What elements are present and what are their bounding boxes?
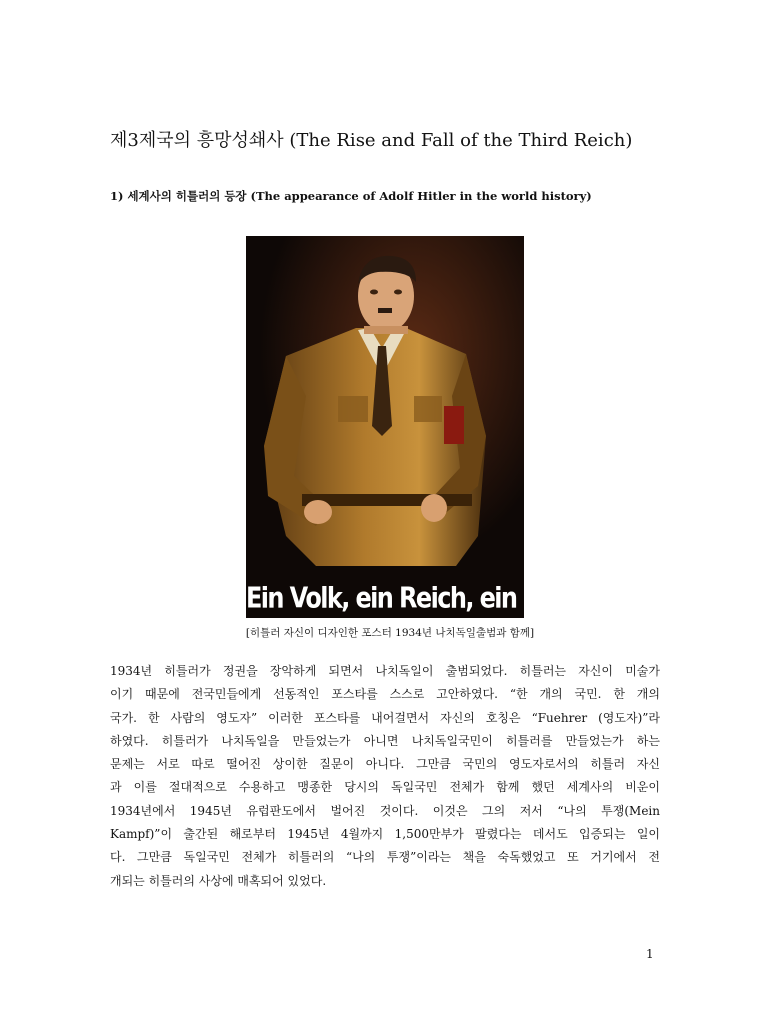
body-line: 과 이를 절대적으로 수용하고 맹종한 당시의 독일국민 전체가 함께 했던 세계사의 비운이 bbox=[110, 780, 660, 795]
body-line: 다. 그만큼 독일국민 전체가 히틀러의 “나의 투쟁”이라는 책을 숙독했었고 또 거기에서 전 bbox=[110, 850, 660, 865]
poster-image bbox=[246, 236, 613, 618]
body-paragraph bbox=[110, 660, 660, 893]
body-line: 개되는 히틀러의 사상에 매혹되어 있었다. bbox=[110, 873, 327, 888]
body-line: 하였다. 히틀러가 나치독일을 만들었는가 아니면 나치독일국민이 히틀러를 만들었는가 하는 bbox=[110, 733, 660, 748]
body-line: 이기 때문에 전국민들에게 선동적인 포스타를 스스로 고안하였다. “한 개의 국민. 한 개의 bbox=[110, 687, 660, 702]
page-number: 1 bbox=[646, 947, 654, 961]
section-heading: 1) 세계사의 히틀러의 등장 (The appearance of Adolf Hitler in the world history) bbox=[110, 189, 592, 203]
body-line: 국가. 한 사람의 영도자” 이러한 포스타를 내어걸면서 자신의 호칭은 “Fuehrer (영도자)”라 bbox=[110, 710, 660, 725]
body-line: 1934년 히틀러가 정권을 장악하게 되면서 나치독일이 출범되었다. 히틀러는 자신이 미술가 bbox=[110, 664, 660, 678]
image-caption: [히틀러 자신이 디자인한 포스터 1934년 나치독일출범과 함께] bbox=[245, 627, 535, 639]
poster-slogan: Ein Volk, ein Reich, ein Führer! bbox=[246, 581, 613, 615]
body-line: 문제는 서로 따로 떨어진 상이한 질문이 아니다. 그만큼 국민의 영도자로서의 히틀러 자신 bbox=[110, 757, 660, 772]
poster-illustration bbox=[246, 236, 613, 618]
body-line: 1934년에서 1945년 유럽판도에서 벌어진 것이다. 이것은 그의 저서 “나의 투쟁(Mein bbox=[110, 803, 660, 818]
body-line: Kampf)”이 출간된 해로부터 1945년 4월까지 1,500만부가 팔렸다는 데서도 입증되는 일이 bbox=[110, 827, 660, 842]
document-title: 제3제국의 흥망성쇄사 (The Rise and Fall of the Third Reich) bbox=[110, 130, 633, 151]
